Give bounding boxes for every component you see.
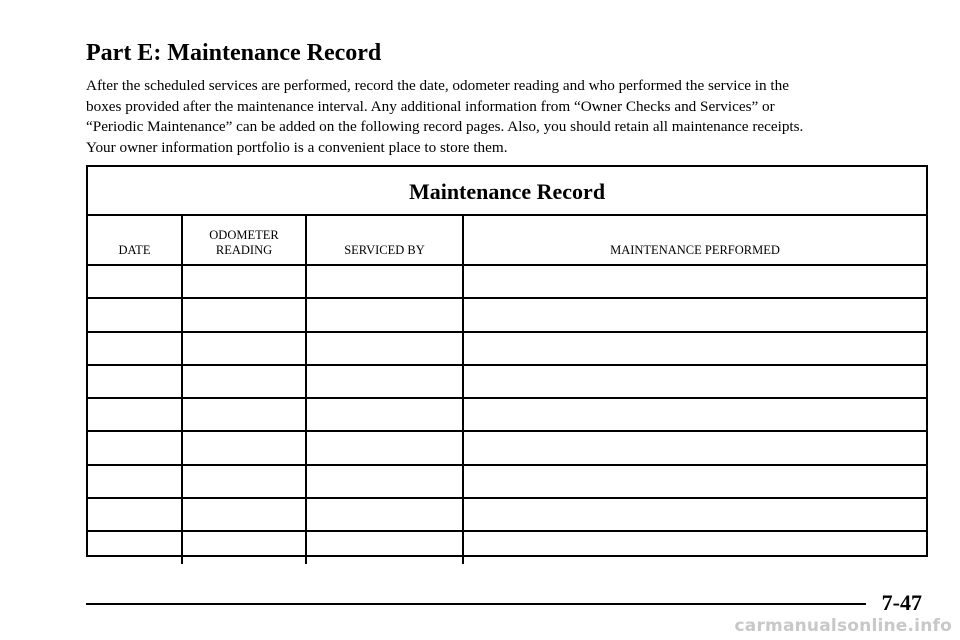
record-rows	[88, 265, 926, 564]
table-row	[88, 265, 926, 298]
maintenance-performed-cell	[463, 298, 926, 331]
table-row	[88, 398, 926, 431]
date-cell	[88, 498, 182, 531]
date-cell	[88, 298, 182, 331]
date-cell	[88, 365, 182, 398]
serviced-by-cell	[306, 265, 463, 298]
odometer-cell	[182, 298, 306, 331]
record-grid	[88, 216, 926, 564]
column-header-date: DATE	[88, 216, 182, 265]
column-header-maintenance-performed: MAINTENANCE PERFORMED	[463, 216, 926, 265]
column-header-serviced-by: SERVICED BY	[306, 216, 463, 265]
date-cell	[88, 265, 182, 298]
date-cell	[88, 398, 182, 431]
table-title: Maintenance Record	[88, 167, 926, 216]
maintenance-performed-cell	[463, 365, 926, 398]
maintenance-performed-cell	[463, 498, 926, 531]
table-row	[88, 498, 926, 531]
serviced-by-cell	[306, 531, 463, 563]
odometer-cell	[182, 365, 306, 398]
serviced-by-cell	[306, 398, 463, 431]
date-cell	[88, 531, 182, 563]
odometer-cell	[182, 431, 306, 464]
odometer-cell	[182, 465, 306, 498]
date-cell	[88, 431, 182, 464]
odometer-cell	[182, 332, 306, 365]
column-header-odometer-reading: ODOMETER READING	[182, 216, 306, 265]
odometer-cell	[182, 398, 306, 431]
header-row	[88, 216, 926, 265]
date-cell	[88, 465, 182, 498]
maintenance-performed-cell	[463, 465, 926, 498]
serviced-by-cell	[306, 332, 463, 365]
page-heading: Part E: Maintenance Record	[86, 40, 382, 66]
odometer-cell	[182, 265, 306, 298]
serviced-by-cell	[306, 431, 463, 464]
maintenance-performed-cell	[463, 332, 926, 365]
table-row	[88, 298, 926, 331]
serviced-by-cell	[306, 498, 463, 531]
watermark: carmanualsonline.info	[734, 616, 952, 636]
table-row	[88, 365, 926, 398]
maintenance-performed-cell	[463, 431, 926, 464]
maintenance-record-table	[86, 165, 928, 557]
maintenance-performed-cell	[463, 265, 926, 298]
date-cell	[88, 332, 182, 365]
maintenance-performed-cell	[463, 531, 926, 563]
page-number: 7-47	[881, 590, 922, 615]
table-row	[88, 431, 926, 464]
table-row	[88, 332, 926, 365]
serviced-by-cell	[306, 465, 463, 498]
serviced-by-cell	[306, 365, 463, 398]
intro-paragraph: After the scheduled services are performed, record the date, odometer reading and who performed the service in the boxes provided after the maintenance interval. Any additional information from “Owner Checks and Services” or “Periodic Maintenance” can be added on the following record pages. Also, you should retain all maintenance receipts. Your owner information portfolio is a convenient place to store them.	[86, 77, 804, 156]
table-row	[88, 465, 926, 498]
footer-rule	[86, 603, 866, 605]
odometer-cell	[182, 498, 306, 531]
serviced-by-cell	[306, 298, 463, 331]
maintenance-performed-cell	[463, 398, 926, 431]
odometer-cell	[182, 531, 306, 563]
table-row	[88, 531, 926, 563]
